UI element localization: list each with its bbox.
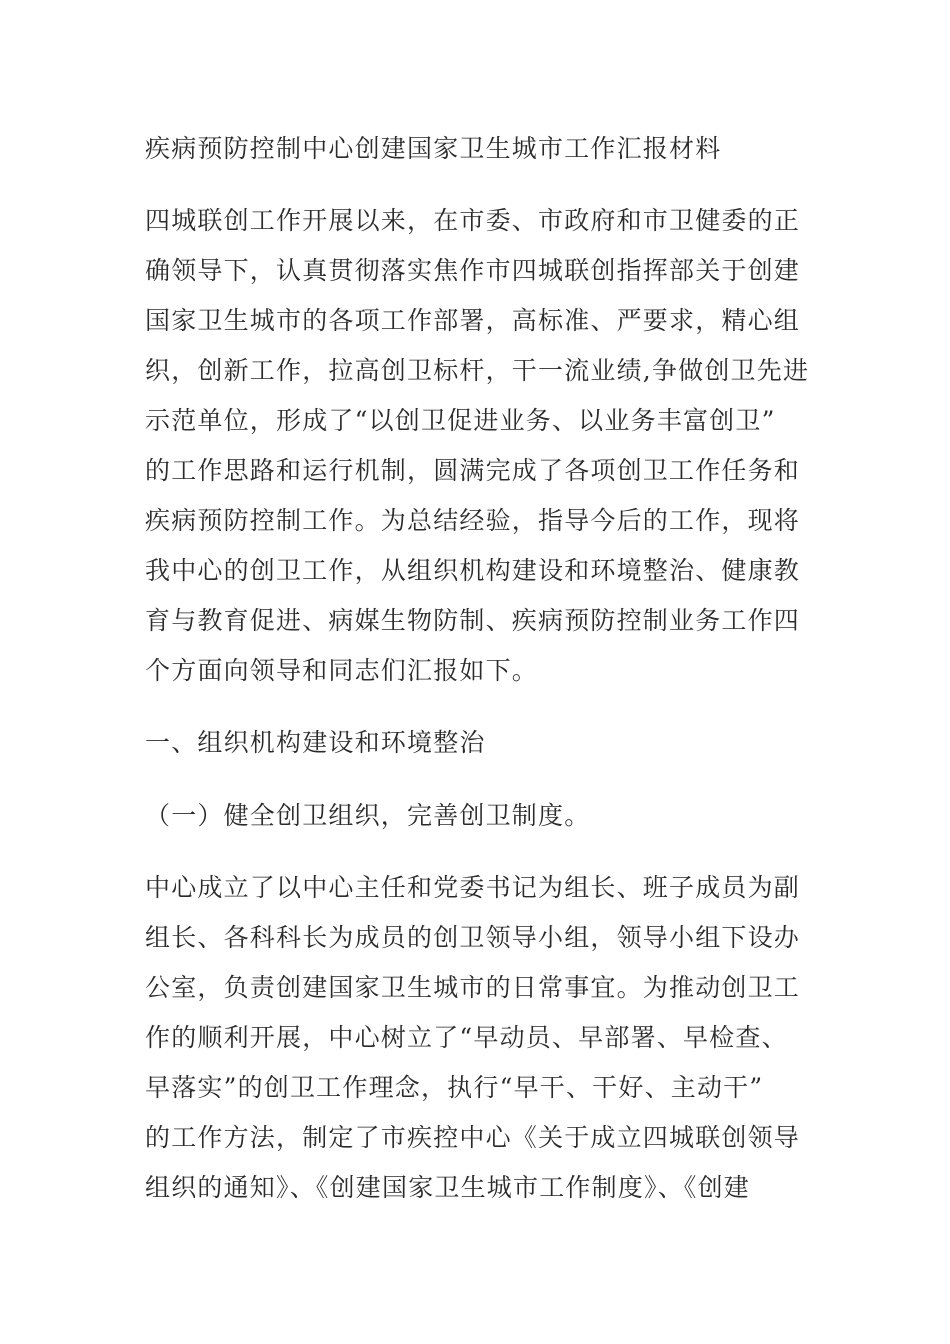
intro-line: 个方面向领导和同志们汇报如下。	[145, 656, 539, 685]
body-line: 早落实”的创卫工作理念，执行“早干、干好、主动干”	[145, 1073, 764, 1102]
intro-line: 四城联创工作开展以来，在市委、市政府和市卫健委的正	[145, 206, 801, 235]
body-line: 中心成立了以中心主任和党委书记为组长、班子成员为副	[145, 873, 801, 902]
intro-line: 国家卫生城市的各项工作部署，高标准、严要求，精心组	[145, 306, 801, 335]
body-line: 作的顺利开展，中心树立了“早动员、早部署、早检查、	[145, 1023, 788, 1052]
body-line: 组长、各科科长为成员的创卫领导小组，领导小组下设办	[145, 923, 801, 952]
subsection-heading: （一）健全创卫组织，完善创卫制度。	[145, 801, 591, 830]
body-line: 公室，负责创建国家卫生城市的日常事宜。为推动创卫工	[145, 973, 801, 1002]
intro-line: 确领导下，认真贯彻落实焦作市四城联创指挥部关于创建	[145, 256, 801, 285]
body-line: 组织的通知》、《创建国家卫生城市工作制度》、《创建	[145, 1173, 751, 1202]
body-line: 的工作方法，制定了市疾控中心《关于成立四城联创领导	[145, 1123, 801, 1152]
section-heading: 一、组织机构建设和环境整治	[145, 728, 486, 757]
intro-line: 疾病预防控制工作。为总结经验，指导今后的工作，现将	[145, 506, 801, 535]
document-title: 疾病预防控制中心创建国家卫生城市工作汇报材料	[145, 134, 722, 163]
intro-line: 织，创新工作，拉高创卫标杆，干一流业绩,争做创卫先进	[145, 356, 810, 385]
intro-line: 我中心的创卫工作，从组织机构建设和环境整治、健康教	[145, 556, 801, 585]
intro-line: 示范单位，形成了“以创卫促进业务、以业务丰富创卫”	[145, 406, 776, 435]
intro-line: 育与教育促进、病媒生物防制、疾病预防控制业务工作四	[145, 606, 801, 635]
intro-line: 的工作思路和运行机制，圆满完成了各项创卫工作任务和	[145, 456, 801, 485]
